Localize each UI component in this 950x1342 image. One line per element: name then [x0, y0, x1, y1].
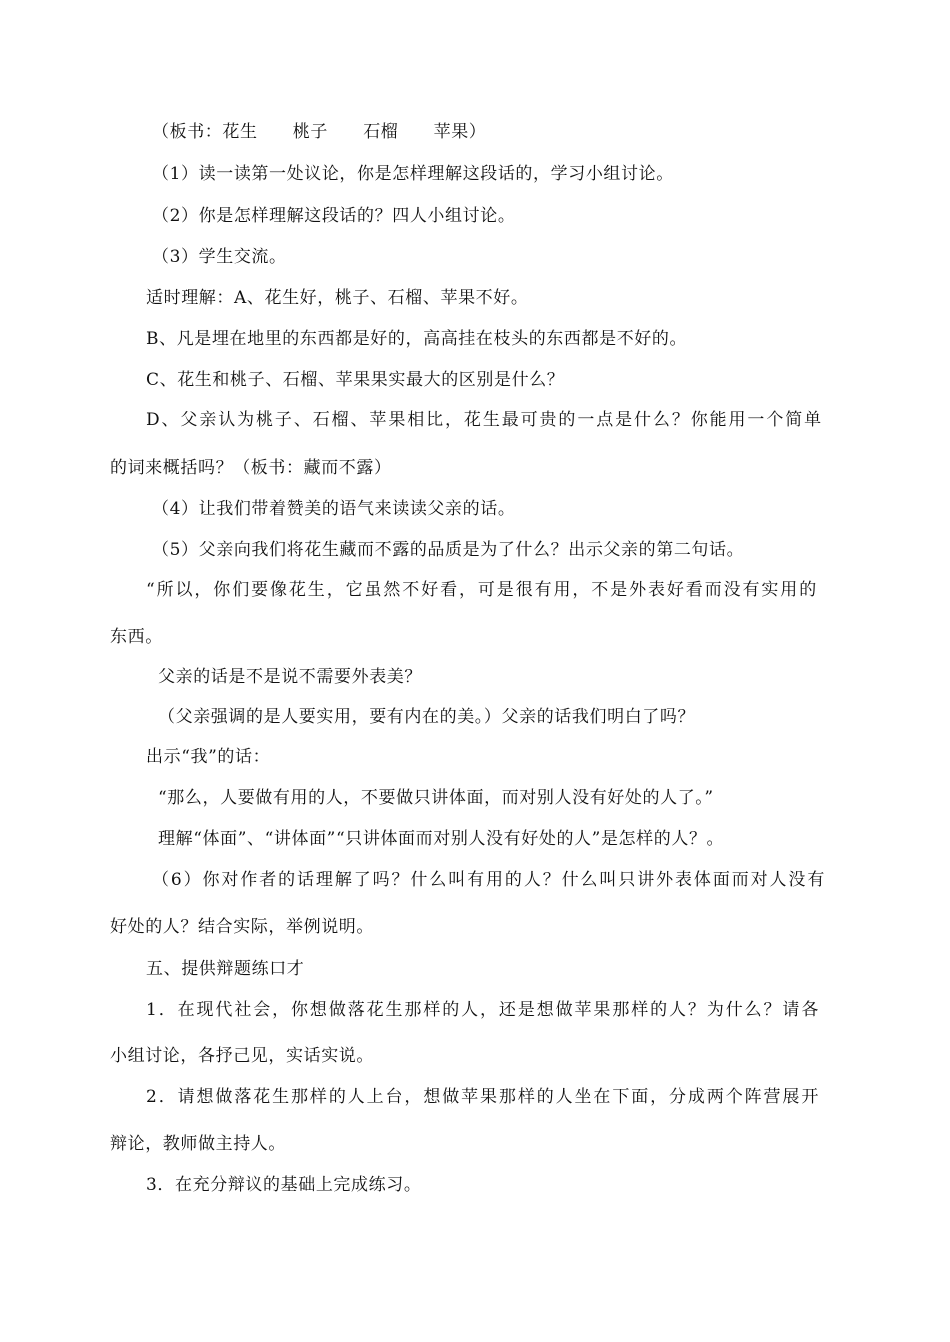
debate-item-1-continuation: 小组讨论，各抒己见，实话实说。: [110, 1046, 374, 1066]
understanding-c-line: C、花生和桃子、石榴、苹果果实最大的区别是什么？: [146, 370, 565, 390]
step-2-line: （2）你是怎样理解这段话的？四人小组讨论。: [152, 206, 516, 226]
step-5-line: （5）父亲向我们将花生藏而不露的品质是为了什么？出示父亲的第二句话。: [152, 540, 745, 560]
step-3-line: （3）学生交流。: [152, 247, 287, 267]
debate-item-3: 3．在充分辩议的基础上完成练习。: [146, 1175, 422, 1195]
understand-decency-line: 理解“体面”、“讲体面”“只讲体面而对别人没有好处的人”是怎样的人？。: [158, 829, 725, 849]
debate-item-1: 1．在现代社会，你想做落花生那样的人，还是想做苹果那样的人？为什么？请各: [146, 1000, 821, 1020]
question-line: 父亲的话是不是说不需要外表美？: [158, 667, 422, 687]
understanding-d-continuation: 的词来概括吗？（板书：藏而不露）: [110, 458, 392, 478]
debate-item-2: 2．请想做落花生那样的人上台，想做苹果那样的人坐在下面，分成两个阵营展开: [146, 1087, 821, 1107]
father-quote-continuation: 东西。: [110, 627, 163, 647]
debate-item-2-continuation: 辩论，教师做主持人。: [110, 1134, 286, 1154]
my-words-quote: “那么，人要做有用的人，不要做只讲体面，而对别人没有好处的人了。”: [158, 788, 714, 808]
father-quote-line: “所以，你们要像花生，它虽然不好看，可是很有用，不是外表好看而没有实用的: [146, 580, 819, 600]
step-4-line: （4）让我们带着赞美的语气来读读父亲的话。: [152, 499, 516, 519]
step-6-line: （6）你对作者的话理解了吗？什么叫有用的人？什么叫只讲外表体面而对人没有: [152, 870, 827, 890]
step-1-line: （1）读一读第一处议论，你是怎样理解这段话的，学习小组讨论。: [152, 164, 674, 184]
step-6-continuation: 好处的人？结合实际，举例说明。: [110, 917, 374, 937]
blackboard-note: （板书：花生 桃子 石榴 苹果）: [152, 122, 487, 142]
section-five-heading: 五、提供辩题练口才: [146, 959, 305, 979]
show-my-words-line: 出示“我”的话：: [146, 747, 271, 767]
understanding-a-line: 适时理解：A、花生好，桃子、石榴、苹果不好。: [146, 288, 529, 308]
explanation-line: （父亲强调的是人要实用，要有内在的美。）父亲的话我们明白了吗？: [158, 707, 696, 727]
understanding-d-line: D、父亲认为桃子、石榴、苹果相比，花生最可贵的一点是什么？你能用一个简单: [146, 410, 824, 430]
understanding-b-line: B、凡是埋在地里的东西都是好的，高高挂在枝头的东西都是不好的。: [146, 329, 688, 349]
